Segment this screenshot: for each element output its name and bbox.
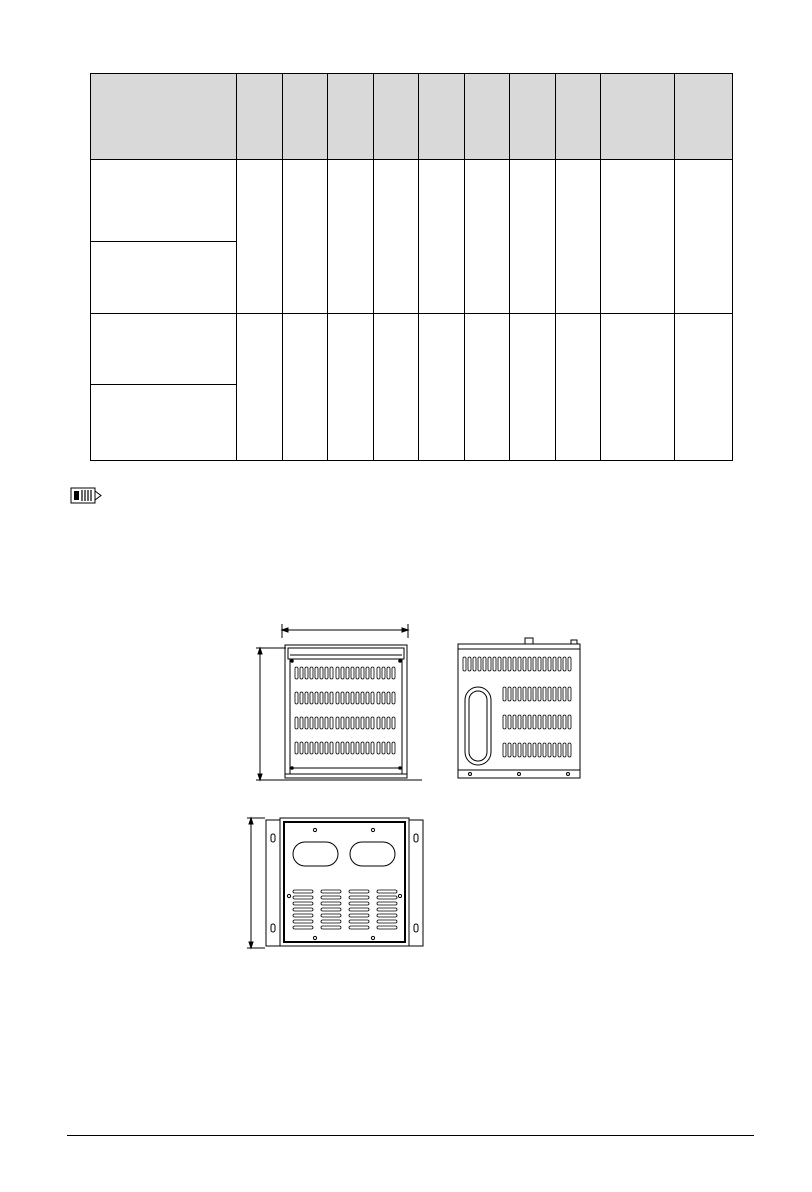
dimension-table [90,73,733,461]
value-cell [510,314,556,461]
table-header-row [91,74,733,160]
header-col [374,74,419,160]
model-cell [91,385,237,461]
table-row [91,314,733,385]
value-cell [283,314,328,461]
front-view-drawing [250,622,430,787]
header-col [237,74,283,160]
value-cell [465,160,510,314]
header-col [328,74,374,160]
value-cell [510,160,556,314]
value-cell [465,314,510,461]
model-cell [91,314,237,385]
value-cell [374,160,419,314]
value-cell [237,160,283,314]
value-cell [374,314,419,461]
value-cell [556,314,601,461]
header-col [283,74,328,160]
footer-rule [67,1135,754,1136]
value-cell [601,160,675,314]
value-cell [675,314,733,461]
header-col [510,74,556,160]
model-cell [91,242,237,314]
value-cell [601,314,675,461]
header-col [601,74,675,160]
side-view-drawing [455,635,585,785]
top-view-drawing [245,812,430,954]
value-cell [556,160,601,314]
header-model [91,74,237,160]
value-cell [283,160,328,314]
value-cell [419,160,465,314]
header-col [556,74,601,160]
header-col [675,74,733,160]
table-row [91,160,733,242]
value-cell [328,160,374,314]
value-cell [675,160,733,314]
value-cell [328,314,374,461]
note-icon [70,486,106,506]
value-cell [237,314,283,461]
header-col [465,74,510,160]
value-cell [419,314,465,461]
model-cell [91,160,237,242]
header-col [419,74,465,160]
